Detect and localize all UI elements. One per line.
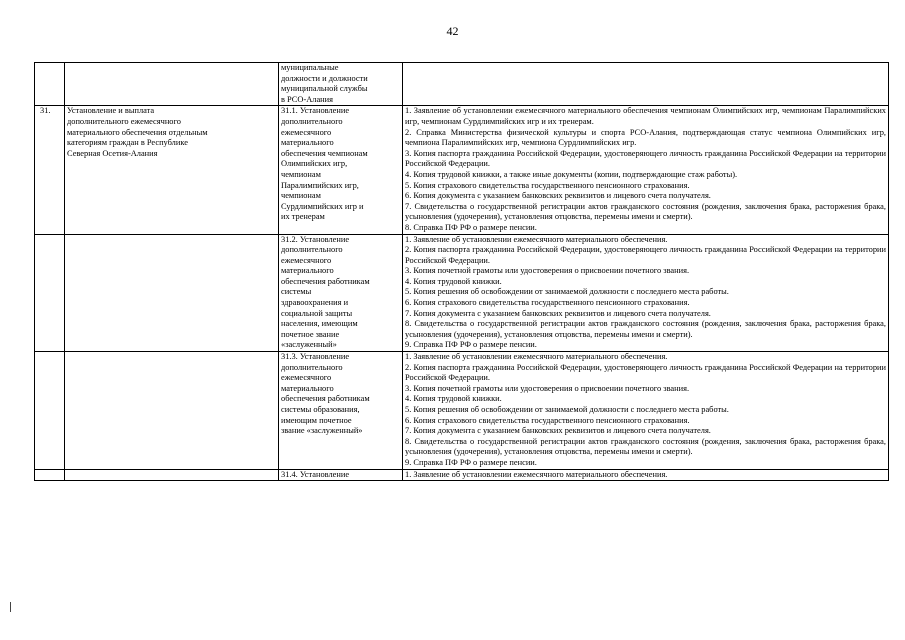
document-requirement: 4. Копия трудовой книжки. bbox=[405, 276, 502, 286]
sub-service-cell bbox=[279, 352, 403, 470]
document-requirement: 8. Свидетельства о государственной регистрации актов гражданского состояния (рождения, заключения брака, расторжения брака, усыновления (удочерения), установления отцовства, перемены имени и смерти). bbox=[405, 319, 886, 339]
sub-service-line: чемпионам bbox=[281, 169, 321, 179]
sub-service-line: муниципальной службы bbox=[281, 84, 368, 94]
sub-service-line: почетное звание bbox=[281, 329, 340, 339]
table-row bbox=[35, 234, 889, 352]
sub-service-line: в РСО-Алания bbox=[281, 94, 333, 104]
sub-service-line: ежемесячного bbox=[281, 255, 332, 265]
service-name-line: Северная Осетия-Алания bbox=[67, 148, 158, 158]
sub-service-cell bbox=[279, 63, 403, 106]
sub-service-cell bbox=[279, 469, 403, 481]
sub-service-line: чемпионам bbox=[281, 191, 321, 201]
sub-service-line: 31.3. Установление bbox=[281, 352, 350, 362]
document-requirement: 5. Копия решения об освобождении от занимаемой должности с последнего места работы. bbox=[405, 287, 729, 297]
service-name-line: дополнительного ежемесячного bbox=[67, 116, 181, 126]
documents-cell bbox=[403, 234, 889, 352]
row-number-cell bbox=[35, 234, 65, 352]
sub-service-line: 31.1. Установление bbox=[281, 106, 350, 116]
page-number: 42 bbox=[446, 24, 459, 38]
row-number-cell bbox=[35, 63, 65, 106]
document-requirement: 4. Копия трудовой книжки, а также иные документы (копии, подтверждающие стаж работы). bbox=[405, 169, 738, 179]
document-requirement: 9. Справка ПФ РФ о размере пенсии. bbox=[405, 457, 537, 467]
sub-service-line: ежемесячного bbox=[281, 127, 332, 137]
service-name-cell bbox=[65, 106, 279, 234]
document-requirement: 3. Копия почетной грамоты или удостоверения о присвоении почетного звания. bbox=[405, 383, 690, 393]
row-number: 31. bbox=[40, 106, 51, 116]
document-requirement: 1. Заявление об установлении ежемесячного материального обеспечения. bbox=[405, 352, 668, 362]
table-row bbox=[35, 469, 889, 481]
service-name-cell bbox=[65, 63, 279, 106]
sub-service-line: материального bbox=[281, 266, 334, 276]
documents-cell bbox=[403, 469, 889, 481]
row-number-cell bbox=[35, 106, 65, 234]
sub-service-line: муниципальные bbox=[281, 63, 339, 72]
sub-service-line: социальной защиты bbox=[281, 308, 353, 318]
document-requirement: 6. Копия страхового свидетельства государственного пенсионного страхования. bbox=[405, 415, 690, 425]
documents-cell bbox=[403, 63, 889, 106]
row-number-cell bbox=[35, 352, 65, 470]
sub-service-line: дополнительного bbox=[281, 362, 343, 372]
sub-service-line: Сурдлимпийских игр и bbox=[281, 201, 364, 211]
document-requirement: 6. Копия страхового свидетельства государственного пенсионного страхования. bbox=[405, 298, 690, 308]
document-requirement: 1. Заявление об установлении ежемесячного материального обеспечения. bbox=[405, 234, 668, 244]
services-table bbox=[34, 62, 889, 481]
document-requirement: 5. Копия страхового свидетельства государственного пенсионного страхования. bbox=[405, 180, 690, 190]
document-requirement: 6. Копия документа с указанием банковских реквизитов и лицевого счета получателя. bbox=[405, 191, 711, 201]
sub-service-line: системы образования, bbox=[281, 405, 360, 414]
document-requirement: 8. Справка ПФ РФ о размере пенсии. bbox=[405, 222, 537, 232]
table-row bbox=[35, 63, 889, 106]
sub-service-line: Олимпийских игр, bbox=[281, 159, 348, 169]
document-requirement: 1. Заявление об установлении ежемесячного материального обеспечения чемпионам Олимпийских игр, чемпионам Паралимпийских игр, чемпионам Сурдлимпийских игр и их тренерам. bbox=[405, 106, 886, 126]
sub-service-line: 31.4. Установление bbox=[281, 469, 350, 479]
document-requirement: 2. Справка Министерства физической культуры и спорта РСО-Алания, подтверждающая статус чемпиона Олимпийских игр, чемпиона Паралимпийских игр, чемпиона Сурдлимпийских игр. bbox=[405, 127, 886, 148]
sub-service-line: имеющим почетное bbox=[281, 415, 352, 425]
sub-service-line: системы bbox=[281, 287, 312, 297]
service-name-line: категориям граждан в Республике bbox=[67, 138, 188, 148]
service-name-cell bbox=[65, 469, 279, 481]
sub-service-cell bbox=[279, 106, 403, 234]
service-name-cell bbox=[65, 234, 279, 352]
document-requirement: 4. Копия трудовой книжки. bbox=[405, 394, 502, 404]
documents-cell bbox=[403, 106, 889, 234]
scan-edge-mark bbox=[10, 602, 11, 612]
sub-service-line: материального bbox=[281, 138, 334, 148]
service-name-line: материального обеспечения отдельным bbox=[67, 127, 208, 137]
document-requirement: 7. Копия документа с указанием банковских реквизитов и лицевого счета получателя. bbox=[405, 308, 711, 318]
sub-service-line: «заслуженный» bbox=[281, 340, 337, 350]
document-requirement: 2. Копия паспорта гражданина Российской Федерации, удостоверяющего личность гражданина Российской Федерации на территории Российской Федерации. bbox=[405, 362, 886, 383]
document-requirement: 7. Свидетельства о государственной регистрации актов гражданского состояния (рождения, заключения брака, расторжения брака, усыновления (удочерения), установления отцовства, перемены имени и смерти). bbox=[405, 201, 886, 222]
sub-service-line: Паралимпийских игр, bbox=[281, 180, 359, 190]
document-requirement: 5. Копия решения об освобождении от занимаемой должности с последнего места работы. bbox=[405, 405, 729, 414]
document-requirement: 8. Свидетельства о государственной регистрации актов гражданского состояния (рождения, заключения брака, расторжения брака, усыновления (удочерения), установления отцовства, перемены имени и смерти). bbox=[405, 436, 886, 457]
sub-service-line: их тренерам bbox=[281, 212, 325, 222]
sub-service-line: должности и должности bbox=[281, 73, 368, 83]
sub-service-line: населения, имеющим bbox=[281, 319, 358, 329]
sub-service-line: обеспечения работникам bbox=[281, 276, 370, 286]
sub-service-line: дополнительного bbox=[281, 245, 343, 255]
document-requirement: 1. Заявление об установлении ежемесячного материального обеспечения. bbox=[405, 469, 668, 479]
sub-service-line: 31.2. Установление bbox=[281, 234, 350, 244]
sub-service-line: обеспечения чемпионам bbox=[281, 148, 368, 158]
document-requirement: 7. Копия документа с указанием банковских реквизитов и лицевого счета получателя. bbox=[405, 426, 711, 436]
row-number-cell bbox=[35, 469, 65, 481]
sub-service-line: звание «заслуженный» bbox=[281, 426, 363, 436]
service-name-line: Установление и выплата bbox=[67, 106, 155, 116]
sub-service-line: ежемесячного bbox=[281, 373, 332, 383]
sub-service-line: здравоохранения и bbox=[281, 298, 349, 308]
document-requirement: 3. Копия почетной грамоты или удостоверения о присвоении почетного звания. bbox=[405, 266, 690, 276]
document-requirement: 3. Копия паспорта гражданина Российской Федерации, удостоверяющего личность гражданина Российской Федерации на территории Российской Федерации. bbox=[405, 148, 886, 169]
service-name-cell bbox=[65, 352, 279, 470]
table-row bbox=[35, 106, 889, 234]
documents-cell bbox=[403, 352, 889, 470]
sub-service-line: дополнительного bbox=[281, 116, 343, 126]
sub-service-cell bbox=[279, 234, 403, 352]
sub-service-line: материального bbox=[281, 383, 334, 393]
table-row bbox=[35, 352, 889, 470]
document-requirement: 9. Справка ПФ РФ о размере пенсии. bbox=[405, 340, 537, 350]
sub-service-line: обеспечения работникам bbox=[281, 394, 370, 404]
document-requirement: 2. Копия паспорта гражданина Российской Федерации, удостоверяющего личность гражданина Российской Федерации на территории Российской Федерации. bbox=[405, 245, 886, 265]
